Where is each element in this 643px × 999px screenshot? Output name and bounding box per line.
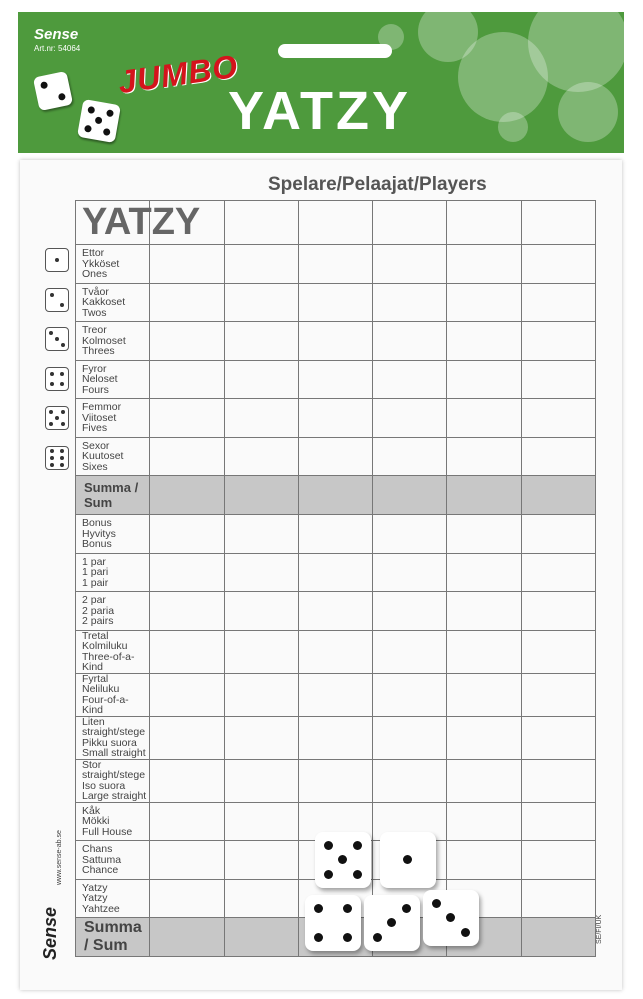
row-label-line: Hyvitys (82, 527, 116, 540)
score-cell[interactable] (373, 476, 447, 515)
die-face-1-icon (45, 248, 69, 272)
table-title: YATZY (76, 201, 150, 245)
row-label (76, 673, 150, 716)
score-cell[interactable] (521, 879, 595, 918)
score-cell[interactable] (224, 476, 298, 515)
score-cell[interactable] (224, 759, 298, 802)
die-face-4-icon (45, 367, 69, 391)
row-label-line: Sexor (82, 439, 110, 452)
player-name-cell[interactable] (447, 201, 521, 245)
score-cell[interactable] (373, 592, 447, 631)
row-label-line: Tretal (82, 629, 109, 642)
row-label (76, 283, 150, 322)
sum-label: Summa / Sum (76, 476, 150, 515)
row-label-line: Kolmiluku (82, 640, 128, 652)
score-cell[interactable] (150, 592, 224, 631)
row-label (76, 245, 150, 284)
row-label (76, 759, 150, 802)
score-cell[interactable] (150, 476, 224, 515)
row-label-line: Mökki (82, 815, 110, 827)
score-cell[interactable] (224, 283, 298, 322)
score-cell[interactable] (521, 592, 595, 631)
row-label-line: Threes (82, 345, 115, 357)
score-cell[interactable] (298, 630, 372, 673)
die-face-3-icon (45, 327, 69, 351)
score-cell[interactable] (224, 360, 298, 399)
score-cell[interactable] (150, 630, 224, 673)
score-cell[interactable] (447, 759, 521, 802)
final-sum-label: Summa / Sum (76, 918, 150, 957)
row-label-line: 1 pari (82, 566, 109, 578)
row-label-line: Sixes (82, 460, 108, 473)
score-cell[interactable] (224, 553, 298, 592)
row-label-line: 2 par (82, 594, 106, 606)
score-cell[interactable] (224, 673, 298, 716)
score-cell[interactable] (447, 515, 521, 554)
row-label-line: Liten straight/stege (82, 715, 146, 738)
website-text: www.sense-ab.se (56, 830, 63, 885)
die-icon (77, 99, 121, 143)
score-cell[interactable] (298, 673, 372, 716)
row-label (76, 437, 150, 476)
row-label-line: Chans (82, 843, 113, 855)
score-cell[interactable] (521, 437, 595, 476)
score-cell[interactable] (521, 716, 595, 759)
score-cell[interactable] (373, 759, 447, 802)
die-icon (305, 895, 361, 951)
score-cell[interactable] (447, 841, 521, 880)
die-icon (315, 832, 371, 888)
die-icon (380, 832, 436, 888)
row-label-line: Ykköset (82, 257, 120, 270)
row-label-line: Fyrtal (82, 672, 109, 685)
product-title: YATZY (228, 81, 412, 141)
score-cell[interactable] (150, 553, 224, 592)
row-label (76, 553, 150, 592)
score-cell[interactable] (150, 360, 224, 399)
score-cell[interactable] (373, 515, 447, 554)
score-cell[interactable] (373, 322, 447, 361)
player-name-cell[interactable] (521, 201, 595, 245)
score-cell[interactable] (298, 322, 372, 361)
score-cell[interactable] (373, 716, 447, 759)
score-cell[interactable] (298, 515, 372, 554)
score-cell[interactable] (373, 630, 447, 673)
brand-logo: Sense (34, 26, 79, 43)
score-cell[interactable] (224, 437, 298, 476)
score-cell[interactable] (150, 918, 224, 957)
jumbo-label: JUMBO (116, 47, 241, 101)
score-cell[interactable] (373, 553, 447, 592)
score-cell[interactable] (447, 630, 521, 673)
language-code: SE/FI/UK (596, 914, 603, 944)
score-cell[interactable] (150, 437, 224, 476)
score-cell[interactable] (298, 759, 372, 802)
score-cell[interactable] (373, 437, 447, 476)
score-cell[interactable] (447, 553, 521, 592)
bubble-decoration (498, 112, 528, 142)
score-cell[interactable] (224, 841, 298, 880)
score-cell[interactable] (521, 245, 595, 284)
score-cell[interactable] (150, 759, 224, 802)
score-cell[interactable] (224, 716, 298, 759)
score-cell[interactable] (298, 245, 372, 284)
row-label-line: Ettor (82, 247, 105, 259)
hang-hole (278, 44, 392, 58)
players-heading: Spelare/Pelaajat/Players (268, 174, 487, 195)
row-label (76, 802, 150, 841)
row-label (76, 716, 150, 759)
score-cell[interactable] (447, 245, 521, 284)
row-label-line: Chance (82, 864, 119, 876)
row-label-line: Viitoset (82, 411, 117, 424)
score-cell[interactable] (224, 879, 298, 918)
score-cell[interactable] (298, 716, 372, 759)
score-cell[interactable] (521, 918, 595, 957)
score-cell[interactable] (150, 841, 224, 880)
row-label (76, 841, 150, 880)
row-label-line: Three-of-a-Kind (82, 650, 135, 673)
row-label-line: Kåk (82, 804, 101, 817)
score-cell[interactable] (150, 283, 224, 322)
score-cell[interactable] (521, 759, 595, 802)
row-label (76, 399, 150, 438)
row-label-line: Yahtzee (82, 902, 120, 915)
score-cell[interactable] (224, 630, 298, 673)
score-cell[interactable] (447, 322, 521, 361)
score-cell[interactable] (298, 553, 372, 592)
die-icon (364, 895, 420, 951)
score-cell[interactable] (521, 630, 595, 673)
score-cell[interactable] (521, 476, 595, 515)
row-label-line: Full House (82, 825, 133, 838)
score-cell[interactable] (447, 360, 521, 399)
score-cell[interactable] (521, 673, 595, 716)
score-cell[interactable] (150, 879, 224, 918)
score-cell[interactable] (447, 476, 521, 515)
row-label-line: Neloset (82, 373, 118, 385)
score-cell[interactable] (521, 360, 595, 399)
score-cell[interactable] (521, 283, 595, 322)
row-label-line: Fyror (82, 362, 107, 375)
score-cell[interactable] (150, 399, 224, 438)
die-icon (423, 890, 479, 946)
score-cell[interactable] (373, 283, 447, 322)
score-cell[interactable] (298, 360, 372, 399)
row-label-line: Bonus (82, 517, 112, 529)
score-cell[interactable] (150, 673, 224, 716)
score-cell[interactable] (447, 437, 521, 476)
row-label (76, 322, 150, 361)
score-cell[interactable] (521, 399, 595, 438)
score-cell[interactable] (224, 322, 298, 361)
row-label-line: Bonus (82, 538, 112, 550)
row-label-line: Large straight (82, 790, 147, 802)
score-cell[interactable] (521, 841, 595, 880)
row-label-line: Kolmoset (82, 334, 126, 347)
score-cell[interactable] (521, 322, 595, 361)
row-label-line: Iso suora (82, 779, 126, 792)
row-label-line: Twos (82, 306, 107, 319)
row-label-line: Fours (82, 383, 109, 396)
score-cell[interactable] (224, 802, 298, 841)
player-name-cell[interactable] (298, 201, 372, 245)
row-label (76, 879, 150, 918)
row-label-line: Sattuma (82, 853, 122, 866)
row-label (76, 515, 150, 554)
score-cell[interactable] (521, 515, 595, 554)
row-label (76, 630, 150, 673)
row-label-line: Femmor (82, 401, 122, 413)
score-cell[interactable] (298, 283, 372, 322)
score-cell[interactable] (298, 399, 372, 438)
die-icon (33, 71, 73, 111)
row-label-line: Fives (82, 422, 108, 434)
score-cell[interactable] (224, 515, 298, 554)
row-label-line: 1 par (82, 555, 106, 568)
row-label-line: Kuutoset (82, 450, 124, 462)
die-face-2-icon (45, 288, 69, 312)
score-cell[interactable] (150, 245, 224, 284)
score-cell[interactable] (447, 283, 521, 322)
score-cell[interactable] (373, 245, 447, 284)
row-label-line: Ones (82, 268, 108, 280)
row-label (76, 360, 150, 399)
row-label-line: Pikku suora (82, 736, 137, 749)
row-label-line: Neliluku (82, 683, 120, 695)
score-cell[interactable] (373, 673, 447, 716)
score-cell[interactable] (150, 716, 224, 759)
score-cell[interactable] (224, 399, 298, 438)
score-cell[interactable] (521, 553, 595, 592)
score-cell[interactable] (224, 245, 298, 284)
player-name-cell[interactable] (373, 201, 447, 245)
score-cell[interactable] (447, 673, 521, 716)
package-header (18, 12, 624, 153)
score-cell[interactable] (224, 918, 298, 957)
row-label-line: Treor (82, 324, 107, 336)
score-cell[interactable] (298, 592, 372, 631)
row-label-line: Yatzy (82, 892, 108, 904)
row-label-line: 2 pairs (82, 615, 114, 627)
row-label-line: Small straight (82, 747, 146, 759)
row-label-line: 2 paria (82, 604, 115, 617)
score-cell[interactable] (447, 716, 521, 759)
score-cell[interactable] (150, 322, 224, 361)
score-cell[interactable] (150, 802, 224, 841)
row-label (76, 592, 150, 631)
row-label-line: 1 pair (82, 576, 109, 589)
score-cell[interactable] (298, 437, 372, 476)
score-cell[interactable] (521, 802, 595, 841)
article-number: Art.nr: 54064 (34, 44, 81, 53)
row-label-line: Tvåor (82, 285, 109, 298)
score-cell[interactable] (447, 592, 521, 631)
sense-logo: Sense (40, 906, 60, 960)
score-cell[interactable] (447, 399, 521, 438)
player-name-cell[interactable] (224, 201, 298, 245)
row-label-line: Stor straight/stege (82, 758, 146, 781)
die-face-5-icon (45, 406, 69, 430)
score-cell[interactable] (373, 360, 447, 399)
score-cell[interactable] (447, 802, 521, 841)
score-cell[interactable] (150, 515, 224, 554)
score-cell[interactable] (224, 592, 298, 631)
die-face-6-icon (45, 446, 69, 470)
row-label-line: Yatzy (82, 881, 108, 894)
row-label-line: Kakkoset (82, 296, 126, 308)
score-cell[interactable] (298, 476, 372, 515)
score-cell[interactable] (373, 399, 447, 438)
row-label-line: Four-of-a-Kind (82, 693, 129, 716)
bubble-decoration (558, 82, 618, 142)
